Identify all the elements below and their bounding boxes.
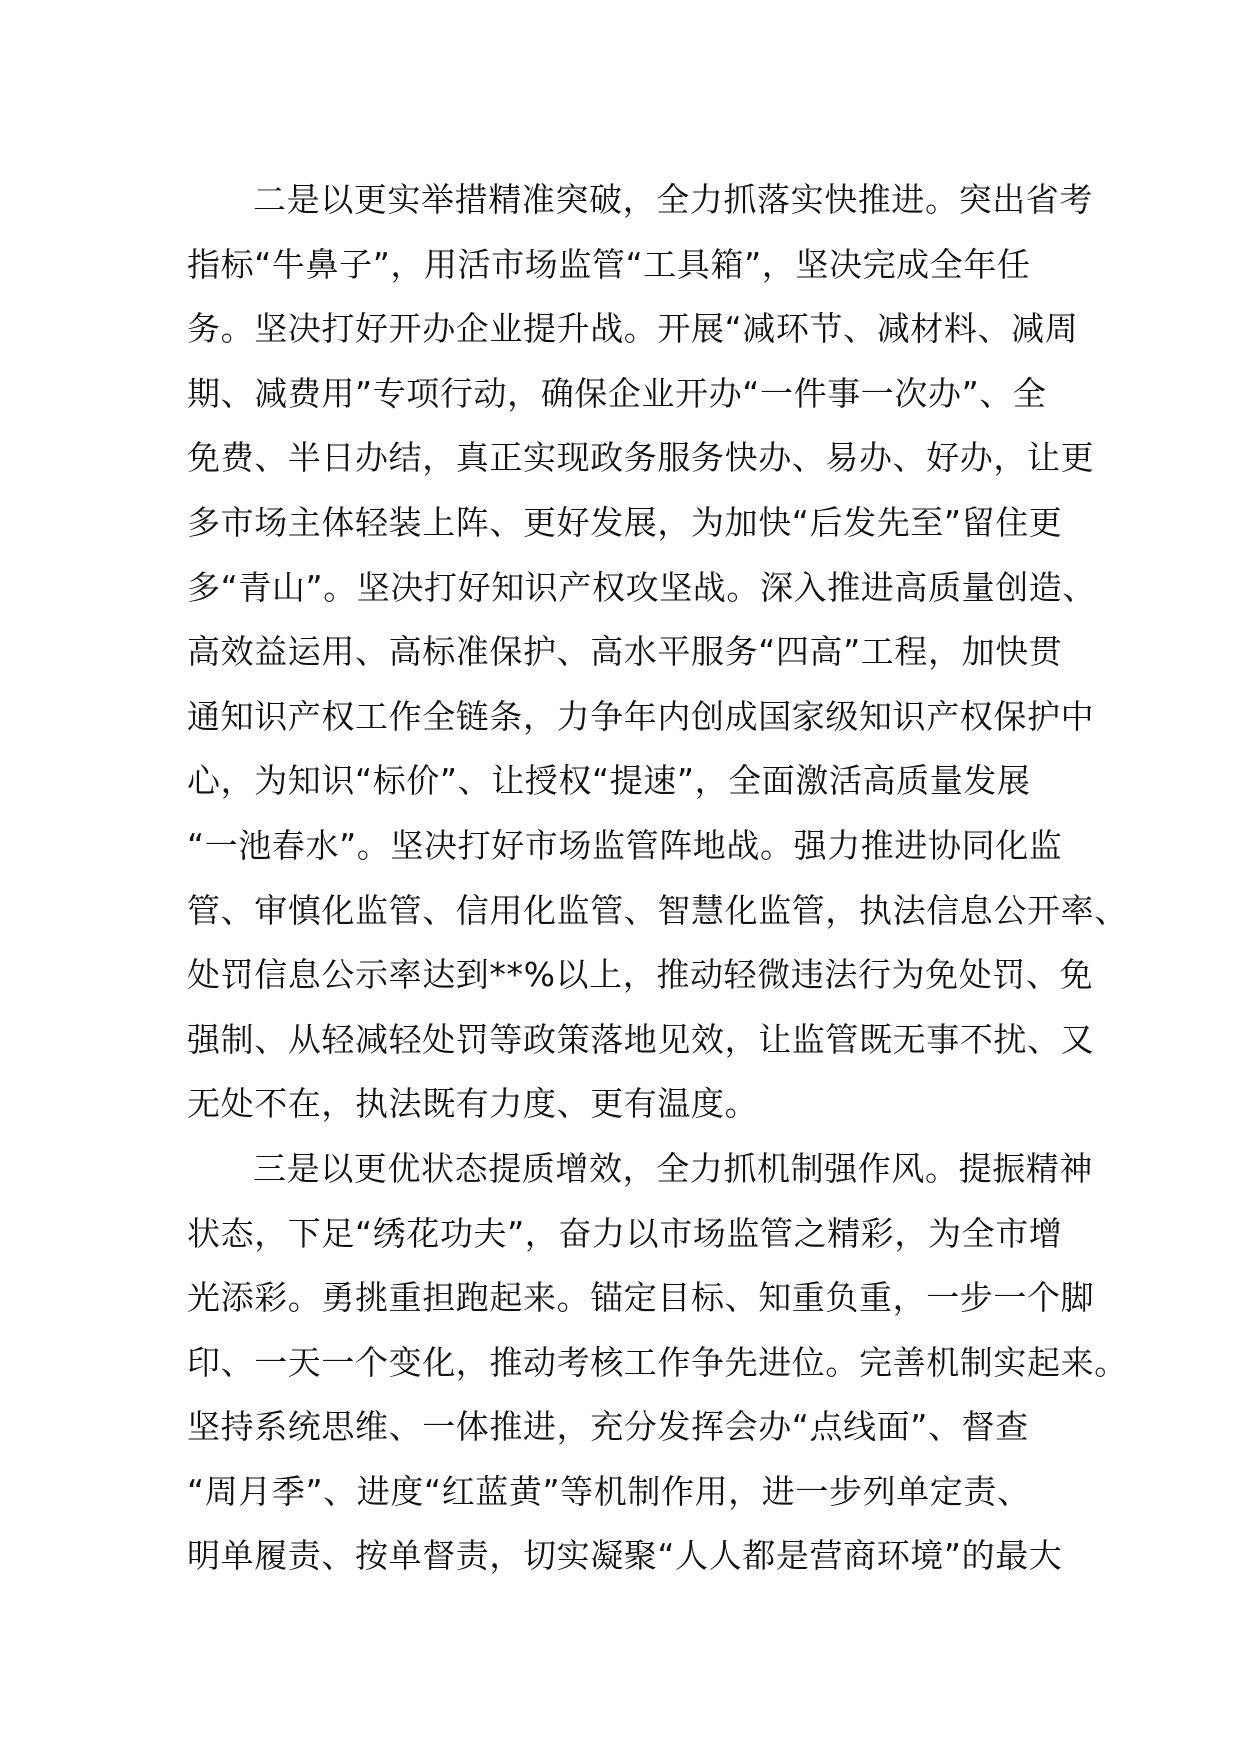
text-line: 通知识产权工作全链条，力争年内创成国家级知识产权保护中 xyxy=(187,696,1095,736)
text-line: 明单履责、按单督责，切实凝聚“人人都是营商环境”的最大 xyxy=(187,1536,1063,1576)
text-line: “一池春水”。坚决打好市场监管阵地战。强力推进协同化监 xyxy=(187,825,1063,865)
text-line: 免费、半日办结，真正实现政务服务快办、易办、好办，让更 xyxy=(187,438,1095,478)
text-line: 多“青山”。坚决打好知识产权攻坚战。深入推进高质量创造、 xyxy=(187,567,1096,607)
paragraph-3 xyxy=(187,1137,1128,1589)
text-line: 三是以更优状态提质增效，全力抓机制强作风。提振精神 xyxy=(253,1148,1093,1188)
text-line: 务。坚决打好开办企业提升战。开展“减环节、减材料、减周 xyxy=(187,309,1079,349)
text-line: 印、一天一个变化，推动考核工作争先进位。完善机制实起来。 xyxy=(187,1342,1128,1382)
body-text xyxy=(187,168,1128,1589)
text-line: 多市场主体轻装上阵、更好发展，为加快“后发先至”留住更 xyxy=(187,502,1063,542)
text-line: 心，为知识“标价”、让授权“提速”，全面激活高质量发展 xyxy=(187,761,1031,801)
text-line: 坚持系统思维、一体推进，充分发挥会办“点线面”、督查 xyxy=(187,1407,1029,1447)
text-line: 处罚信息公示率达到**%以上，推动轻微违法行为免处罚、免 xyxy=(187,955,1094,995)
text-line: 强制、从轻减轻处罚等政策落地见效，让监管既无事不扰、又 xyxy=(187,1019,1095,1059)
text-line: 无处不在，执法既有力度、更有温度。 xyxy=(187,1084,759,1124)
text-line: 二是以更实举措精准突破，全力抓落实快推进。突出省考 xyxy=(253,180,1093,219)
text-line: 期、减费用”专项行动，确保企业开办“一件事一次办”、全 xyxy=(187,373,1047,413)
text-line: 光添彩。勇挑重担跑起来。锚定目标、知重负重，一步一个脚 xyxy=(187,1278,1095,1318)
text-line: 高效益运用、高标准保护、高水平服务“四高”工程，加快贯 xyxy=(187,632,1063,672)
text-line: “周月季”、进度“红蓝黄”等机制作用，进一步列单定责、 xyxy=(187,1471,1031,1511)
text-line: 状态，下足“绣花功夫”，奋力以市场监管之精彩，为全市增 xyxy=(187,1213,1063,1253)
paragraph-2 xyxy=(187,168,1128,1137)
text-line: 指标“牛鼻子”，用活市场监管“工具箱”，坚决完成全年任 xyxy=(187,244,1031,284)
text-line: 管、审慎化监管、信用化监管、智慧化监管，执法信息公开率、 xyxy=(187,890,1128,930)
